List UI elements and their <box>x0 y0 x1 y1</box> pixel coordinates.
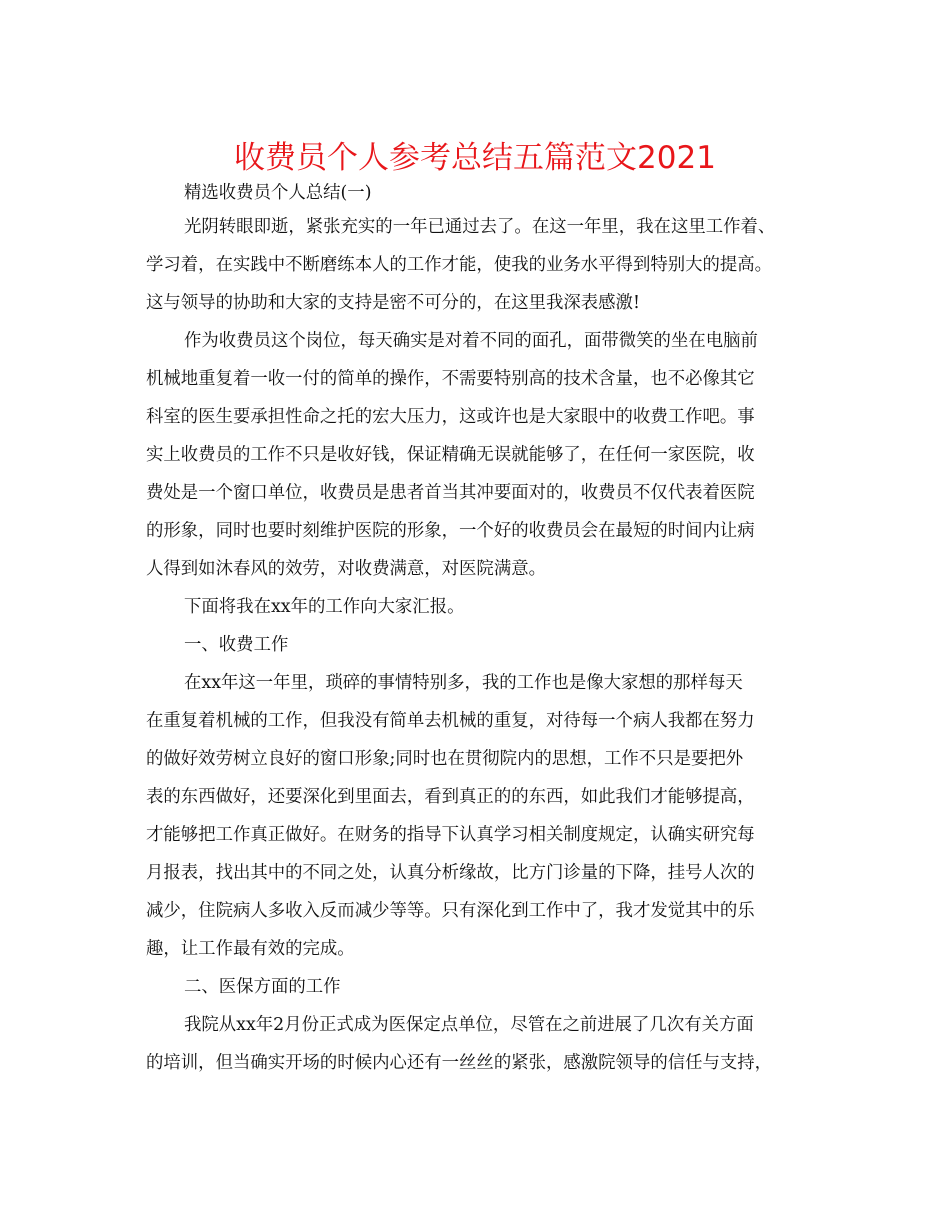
section-heading-fee-work: 一、收费工作 <box>184 635 289 655</box>
paragraph-line: 人得到如沐春风的效劳，对收费满意，对医院满意。 <box>146 559 546 579</box>
paragraph-line: 科室的医生要承担性命之托的宏大压力，这或许也是大家眼中的收费工作吧。事 <box>146 407 755 427</box>
paragraph-line: 月报表，找出其中的不同之处，认真分析缘故，比方门诊量的下降，挂号人次的 <box>146 863 755 883</box>
paragraph-line: 光阴转眼即逝，紧张充实的一年已通过去了。在这一年里，我在这里工作着、 <box>184 217 776 237</box>
paragraph-line: 我院从xx年2月份正式成为医保定点单位，尽管在之前进展了几次有关方面 <box>184 1015 754 1035</box>
paragraph-line: 的做好效劳树立良好的窗口形象;同时也在贯彻院内的思想，工作不只是要把外 <box>146 749 744 769</box>
paragraph-line: 下面将我在xx年的工作向大家汇报。 <box>184 597 465 617</box>
paragraph-line: 这与领导的协助和大家的支持是密不可分的，在这里我深表感激! <box>146 293 640 313</box>
document-title: 收费员个人参考总结五篇范文2021 <box>234 140 716 176</box>
paragraph-line: 作为收费员这个岗位，每天确实是对着不同的面孔，面带微笑的坐在电脑前 <box>184 331 758 351</box>
paragraph-line: 机械地重复着一收一付的简单的操作，不需要特别高的技术含量，也不必像其它 <box>146 369 755 389</box>
paragraph-line: 的形象，同时也要时刻维护医院的形象，一个好的收费员会在最短的时间内让病 <box>146 521 755 541</box>
paragraph-line: 实上收费员的工作不只是收好钱，保证精确无误就能够了，在任何一家医院，收 <box>146 445 755 465</box>
paragraph-line: 在重复着机械的工作，但我没有简单去机械的重复，对待每一个病人我都在努力 <box>146 711 755 731</box>
paragraph-line: 才能够把工作真正做好。在财务的指导下认真学习相关制度规定，认确实研究每 <box>146 825 755 845</box>
section-heading-medical-insurance: 二、医保方面的工作 <box>184 977 341 997</box>
paragraph-line: 在xx年这一年里，琐碎的事情特别多，我的工作也是像大家想的那样每天 <box>184 673 743 693</box>
paragraph-line: 费处是一个窗口单位，收费员是患者首当其冲要面对的，收费员不仅代表着医院 <box>146 483 755 503</box>
section-heading-summary-1: 精选收费员个人总结(一) <box>184 183 372 203</box>
paragraph-line: 减少，住院病人多收入反而减少等等。只有深化到工作中了，我才发觉其中的乐 <box>146 901 755 921</box>
paragraph-line: 的培训，但当确实开场的时候内心还有一丝丝的紧张，感激院领导的信任与支持， <box>146 1053 773 1073</box>
paragraph-line: 表的东西做好，还要深化到里面去，看到真正的的东西，如此我们才能够提高， <box>146 787 755 807</box>
paragraph-line: 趣，让工作最有效的完成。 <box>146 939 355 959</box>
paragraph-line: 学习着，在实践中不断磨练本人的工作才能，使我的业务水平得到特别大的提高。 <box>146 255 773 275</box>
